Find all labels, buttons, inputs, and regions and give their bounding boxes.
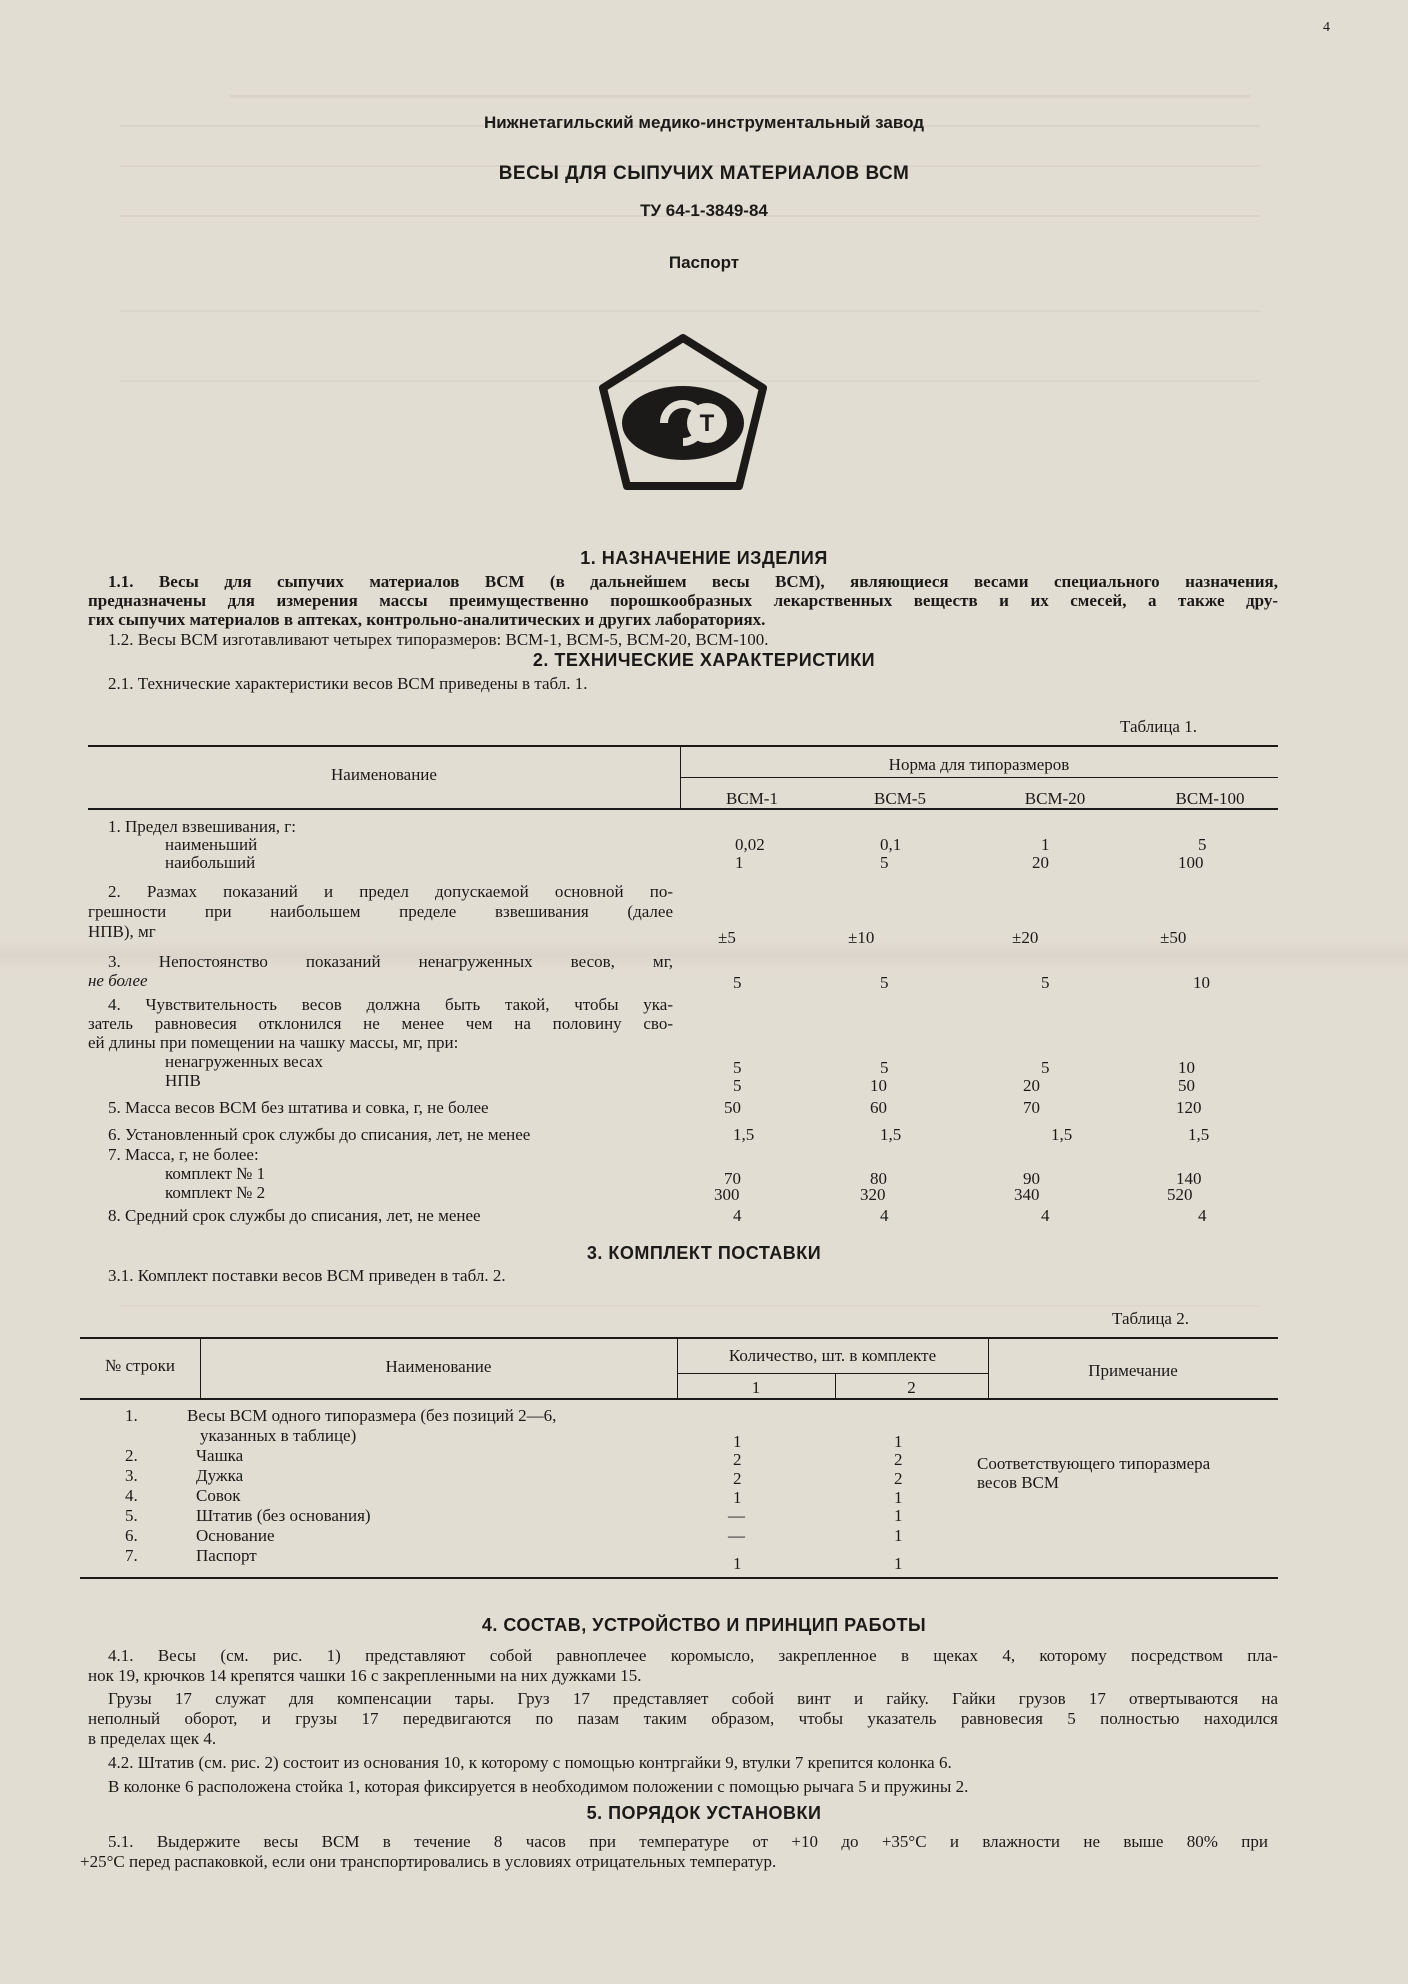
spec-number: ТУ 64-1-3849-84	[640, 201, 768, 220]
table-1-cell: ±50	[1160, 928, 1187, 947]
table-1-cell: 60	[870, 1098, 887, 1117]
section-1-para-1-line-3: гих сыпучих материалов в аптеках, контрольно-аналитических и других лабораториях.	[88, 610, 766, 629]
section-4-para-4: В колонке 6 расположена стойка 1, которая фиксируется в необходимом положении с помощью рычага 5 и пружины 2.	[108, 1777, 969, 1796]
table-1-cell: 1	[1041, 835, 1050, 854]
table-2-header-set-2: 2	[907, 1378, 916, 1397]
table-1-cell: ±5	[718, 928, 736, 947]
section-4-para-1-line-1: 4.1. Весы (см. рис. 1) представляют собой равноплечее коромысло, закрепленное в щеках 4, которому посредством пла-	[108, 1646, 1278, 1665]
table-1-cell: 5	[880, 853, 889, 872]
table-2-row-name: Паспорт	[196, 1546, 257, 1565]
document-type: Паспорт	[668, 253, 740, 272]
section-4-title: 4. СОСТАВ, УСТРОЙСТВО И ПРИНЦИП РАБОТЫ	[481, 1615, 927, 1635]
table-1-type-3: ВСМ-20	[1024, 789, 1086, 808]
table-2-row-number: 5.	[125, 1506, 138, 1525]
table-1-cell: 1	[735, 853, 744, 872]
table-1-cell: 5	[1041, 973, 1050, 992]
table-1-cell: 10	[1193, 973, 1210, 992]
section-4-para-1-line-2: нок 19, крючков 14 крепятся чашки 16 с закрепленными на них дужками 15.	[88, 1666, 642, 1685]
manufacturer-name: Нижнетагильский медико-инструментальный завод	[483, 113, 925, 132]
table-2-row-name: Основание	[196, 1526, 275, 1545]
table-1-row-4a-label: ненагруженных весах	[165, 1052, 323, 1071]
table-1-row-7b-label: комплект № 2	[165, 1183, 266, 1202]
table-2-cell: 2	[894, 1469, 903, 1488]
table-1-cell: 1,5	[733, 1125, 755, 1144]
table-1-cell: 5	[1198, 835, 1207, 854]
table-1-row-2-line-3: НПВ), мг	[88, 922, 156, 941]
table-1-cell: 1,5	[1188, 1125, 1210, 1144]
section-3-intro: 3.1. Комплект поставки весов ВСМ приведен в табл. 2.	[108, 1266, 506, 1285]
table-1-cell: 50	[724, 1098, 741, 1117]
table-1-row-4b-label: НПВ	[165, 1071, 201, 1090]
table-1-row-7-title: 7. Масса, г, не более:	[108, 1145, 259, 1164]
table-1-cell: 1,5	[1051, 1125, 1073, 1144]
section-1-para-1-line-1: 1.1. Весы для сыпучих материалов ВСМ (в дальнейшем весы ВСМ), являющиеся весами специального назначения,	[108, 572, 1278, 591]
table-1-row-4-line-3: ей длины при помещении на чашку массы, мг, при:	[88, 1033, 459, 1052]
table-1-cell: 4	[733, 1206, 742, 1225]
table-1-row-7a-label: комплект № 1	[165, 1164, 266, 1183]
table-1-cell: 5	[733, 973, 742, 992]
section-5-title: 5. ПОРЯДОК УСТАНОВКИ	[586, 1803, 822, 1823]
section-2-intro: 2.1. Технические характеристики весов ВСМ приведены в табл. 1.	[108, 674, 588, 693]
table-2-cell: 1	[733, 1554, 742, 1573]
table-1-row-5-label: 5. Масса весов ВСМ без штатива и совка, г, не более	[108, 1098, 489, 1117]
section-4-para-3: 4.2. Штатив (см. рис. 2) состоит из основания 10, к которому с помощью контргайки 9, втулки 7 крепится колонка 6.	[108, 1753, 952, 1772]
table-2-cell: 1	[894, 1526, 903, 1545]
section-4-para-2-line-2: неполный оборот, и грузы 17 передвигаются по пазам таким образом, чтобы указатель равновесия 5 полностью находился	[88, 1709, 1278, 1728]
table-2-cell: 1	[894, 1488, 903, 1507]
table-1-row-1-title: 1. Предел взвешивания, г:	[108, 817, 296, 836]
section-1-para-1-line-2: предназначены для измерения массы преимущественно порошкообразных лекарственных веществ и их смесей, а также дру-	[88, 591, 1278, 610]
table-1-row-2-line-1: 2. Размах показаний и предел допускаемой основной по-	[108, 882, 673, 901]
table-1-cell: 1,5	[880, 1125, 902, 1144]
table-2-caption: Таблица 2.	[1112, 1309, 1189, 1328]
section-2-title: 2. ТЕХНИЧЕСКИЕ ХАРАКТЕРИСТИКИ	[532, 650, 876, 670]
table-1-cell: 100	[1178, 853, 1204, 872]
table-1-cell: 5	[733, 1058, 742, 1077]
table-1-row-6-label: 6. Установленный срок службы до списания, лет, не менее	[108, 1125, 531, 1144]
quality-mark-logo	[592, 333, 774, 495]
table-1-cell: ±10	[848, 928, 875, 947]
section-1-title: 1. НАЗНАЧЕНИЕ ИЗДЕЛИЯ	[580, 548, 828, 568]
table-2-row-name: Чашка	[196, 1446, 244, 1465]
table-1-row-2-line-2: грешности при наибольшем пределе взвешивания (далее	[88, 902, 673, 921]
table-2-header-name: Наименование	[385, 1357, 492, 1376]
table-1-cell: ±20	[1012, 928, 1039, 947]
table-2-header-row-number: № строки	[104, 1356, 175, 1375]
table-2-row-name: Дужка	[196, 1466, 244, 1485]
table-2-cell: —	[728, 1506, 745, 1525]
table-1-type-4: ВСМ-100	[1175, 789, 1245, 808]
table-1-cell: 340	[1014, 1185, 1040, 1204]
table-2-row-number: 2.	[125, 1446, 138, 1465]
table-2-cell: 2	[733, 1469, 742, 1488]
section-4-para-2-line-1: Грузы 17 служат для компенсации тары. Груз 17 представляет собой винт и гайку. Гайки грузов 17 отвертываются на	[108, 1689, 1278, 1708]
table-1-row-4-line-1: 4. Чувствительность весов должна быть такой, чтобы ука-	[108, 995, 673, 1014]
table-1-cell: 80	[870, 1169, 887, 1188]
table-2-cell: 2	[733, 1450, 742, 1469]
table-2-cell: 2	[894, 1450, 903, 1469]
table-2-row-name: Весы ВСМ одного типоразмера (без позиций 2—6,	[187, 1406, 557, 1425]
table-1-cell: 4	[1041, 1206, 1050, 1225]
page-number: 4	[1323, 20, 1330, 35]
svg-text:Т: Т	[699, 410, 715, 437]
table-1-cell: 10	[1178, 1058, 1195, 1077]
table-1-header-norm: Норма для типоразмеров	[888, 755, 1070, 774]
table-1-cell: 70	[724, 1169, 741, 1188]
table-2-note-line-2: весов ВСМ	[977, 1473, 1060, 1492]
table-2-row-number: 7.	[125, 1546, 138, 1565]
table-1-cell: 120	[1176, 1098, 1202, 1117]
table-1-caption: Таблица 1.	[1120, 717, 1197, 736]
table-2-cell: 1	[733, 1488, 742, 1507]
table-1-cell: 5	[880, 1058, 889, 1077]
table-1-row-8-label: 8. Средний срок службы до списания, лет, не менее	[108, 1206, 481, 1225]
table-1-row-1a-label: наименьший	[165, 835, 258, 854]
table-1-cell: 50	[1178, 1076, 1195, 1095]
table-2-row-number: 4.	[125, 1486, 138, 1505]
table-2-cell: 1	[733, 1432, 742, 1451]
table-2-cell: —	[728, 1526, 745, 1545]
table-1-type-1: ВСМ-1	[726, 789, 778, 808]
table-2-row-number: 3.	[125, 1466, 138, 1485]
table-1-cell: 4	[880, 1206, 889, 1225]
table-2-cell: 1	[894, 1506, 903, 1525]
table-1-cell: 70	[1023, 1098, 1040, 1117]
section-5-para-1-line-1: 5.1. Выдержите весы ВСМ в течение 8 часов при температуре от +10 до +35°С и влажности не выше 80% при	[108, 1832, 1268, 1851]
table-1-cell: 5	[1041, 1058, 1050, 1077]
table-2-row-name: Совок	[196, 1486, 241, 1505]
product-title: ВЕСЫ ДЛЯ СЫПУЧИХ МАТЕРИАЛОВ ВСМ	[498, 163, 910, 184]
table-2-note-line-1: Соответствующего типоразмера	[977, 1454, 1211, 1473]
table-1-cell: 5	[880, 973, 889, 992]
table-2-header-note: Примечание	[1088, 1361, 1178, 1380]
table-1-cell: 4	[1198, 1206, 1207, 1225]
table-1-cell: 20	[1023, 1076, 1040, 1095]
table-1-cell: 10	[870, 1076, 887, 1095]
table-2-header-set-1: 1	[751, 1378, 761, 1397]
table-1-cell: 300	[714, 1185, 740, 1204]
table-1-row-3-line-2: не более	[88, 971, 148, 990]
table-2-row-number: 6.	[125, 1526, 138, 1545]
table-1-cell: 320	[860, 1185, 886, 1204]
table-2-row-number: 1.	[125, 1406, 138, 1425]
table-1-cell: 90	[1023, 1169, 1040, 1188]
table-1-row-3-line-1: 3. Непостоянство показаний ненагруженных весов, мг,	[108, 952, 673, 971]
table-2-row-name-cont: указанных в таблице)	[200, 1426, 357, 1445]
table-1-cell: 0,02	[735, 835, 765, 854]
table-1-header-name: Наименование	[331, 765, 437, 784]
table-1-cell: 5	[733, 1076, 742, 1095]
table-2-cell: 1	[894, 1554, 903, 1573]
table-2-row-name: Штатив (без основания)	[196, 1506, 371, 1525]
section-1-para-2: 1.2. Весы ВСМ изготавливают четырех типоразмеров: ВСМ-1, ВСМ-5, ВСМ-20, ВСМ-100.	[108, 630, 769, 649]
section-5-para-1-line-2: +25°С перед распаковкой, если они транспортировались в условиях отрицательных температур.	[80, 1852, 777, 1871]
table-1-type-2: ВСМ-5	[874, 789, 926, 808]
table-1-cell: 140	[1176, 1169, 1202, 1188]
table-1-row-4-line-2: затель равновесия отклонился не менее чем на половину сво-	[88, 1014, 673, 1033]
table-1-cell: 20	[1032, 853, 1049, 872]
table-1-row-1b-label: наибольший	[165, 853, 256, 872]
table-2-cell: 1	[894, 1432, 903, 1451]
table-1-cell: 0,1	[880, 835, 902, 854]
table-1-cell: 520	[1167, 1185, 1193, 1204]
section-4-para-2-line-3: в пределах щек 4.	[88, 1729, 217, 1748]
table-2-header-quantity: Количество, шт. в комплекте	[728, 1346, 937, 1365]
section-3-title: 3. КОМПЛЕКТ ПОСТАВКИ	[586, 1243, 822, 1263]
